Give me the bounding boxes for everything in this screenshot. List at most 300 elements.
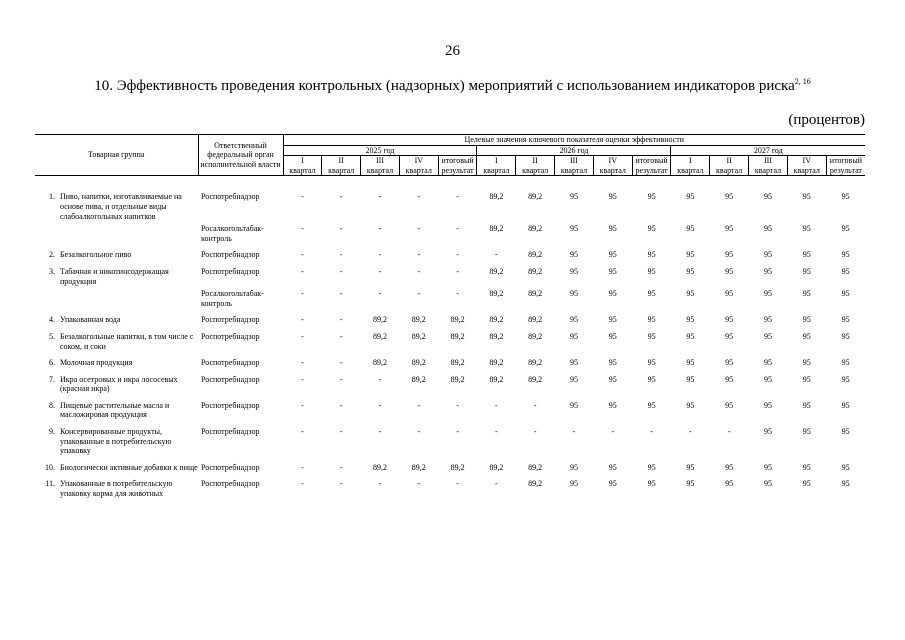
value-cell: 95 bbox=[608, 224, 617, 234]
product-name: Консервированные продукты, упакованные в потребительскую упаковку bbox=[60, 427, 172, 456]
value-cell: 89,2 bbox=[411, 358, 426, 368]
value-cell: 89,2 bbox=[411, 315, 426, 325]
table-title bbox=[0, 77, 905, 95]
header-year-2025: 2025 год bbox=[283, 145, 477, 156]
quarter-numeral: итоговый bbox=[635, 156, 668, 166]
product-name: Молочная продукция bbox=[60, 358, 133, 368]
quarter-header bbox=[555, 156, 594, 176]
value-cell: 95 bbox=[686, 479, 695, 489]
quarter-word: результат bbox=[829, 165, 862, 175]
value-cell: - bbox=[339, 462, 343, 472]
value-cell: 95 bbox=[763, 250, 772, 260]
row-number: 3. bbox=[49, 266, 55, 276]
value-cell: 95 bbox=[725, 374, 734, 384]
quarter-header bbox=[632, 156, 671, 176]
value-cell: 95 bbox=[841, 315, 850, 325]
header-product-group: Товарная группа bbox=[35, 135, 198, 176]
value-cell: 95 bbox=[763, 427, 772, 437]
product-cell bbox=[35, 351, 198, 368]
value-cell: 89,2 bbox=[528, 374, 543, 384]
header-agency: Ответственный федеральный орган исполнительной власти bbox=[198, 135, 283, 176]
value-cell: 89,2 bbox=[489, 224, 504, 234]
value-cell: 95 bbox=[725, 315, 734, 325]
table-row bbox=[35, 243, 865, 260]
value-cell: 95 bbox=[569, 400, 578, 410]
value-cell: 95 bbox=[841, 374, 850, 384]
table-row bbox=[35, 286, 865, 308]
quarter-header bbox=[749, 156, 788, 176]
value-cell: 95 bbox=[608, 400, 617, 410]
value-cell: 95 bbox=[841, 427, 850, 437]
value-cell: 89,2 bbox=[528, 331, 543, 341]
value-cell: 95 bbox=[608, 358, 617, 368]
quarter-word: квартал bbox=[328, 165, 355, 175]
row-number: 9. bbox=[49, 427, 55, 437]
value-cell: 95 bbox=[608, 479, 617, 489]
product-cell bbox=[35, 456, 198, 473]
agency-cell: Роспотребнадзор bbox=[201, 192, 260, 202]
quarter-numeral: II bbox=[338, 156, 344, 166]
value-cell: 89,2 bbox=[411, 331, 426, 341]
value-cell: 95 bbox=[608, 192, 617, 202]
value-cell: 95 bbox=[647, 250, 656, 260]
value-cell: - bbox=[339, 192, 343, 202]
value-cell: - bbox=[689, 427, 692, 437]
table-row bbox=[35, 308, 865, 325]
quarter-word: результат bbox=[635, 165, 668, 175]
quarter-word: квартал bbox=[560, 165, 588, 175]
value-cell: 95 bbox=[686, 331, 695, 341]
value-cell: 95 bbox=[802, 462, 811, 472]
table-row bbox=[35, 456, 865, 473]
value-cell: - bbox=[301, 192, 304, 202]
quarter-word: квартал bbox=[483, 165, 510, 175]
value-cell: 89,2 bbox=[528, 289, 543, 299]
value-cell: 89,2 bbox=[372, 331, 387, 341]
value-cell: 95 bbox=[763, 374, 772, 384]
product-cell bbox=[35, 260, 198, 286]
indicator-table bbox=[35, 134, 865, 499]
product-name: Упакованная вода bbox=[60, 315, 121, 325]
value-cell: 95 bbox=[647, 192, 656, 202]
value-cell: - bbox=[339, 250, 343, 260]
quarter-word: квартал bbox=[793, 165, 820, 175]
row-number: 6. bbox=[49, 358, 55, 368]
product-cell bbox=[35, 368, 198, 394]
value-cell: 95 bbox=[802, 331, 811, 341]
value-cell: 95 bbox=[608, 315, 617, 325]
value-cell: - bbox=[301, 289, 304, 299]
value-cell: - bbox=[533, 427, 537, 437]
product-cell bbox=[35, 308, 198, 325]
agency-cell: Росалкогольтабак-контроль bbox=[201, 289, 264, 308]
value-cell: 95 bbox=[569, 331, 578, 341]
value-cell: - bbox=[339, 374, 343, 384]
value-cell: 95 bbox=[647, 315, 656, 325]
value-cell: - bbox=[495, 427, 498, 437]
value-cell: 95 bbox=[686, 192, 695, 202]
product-cell bbox=[35, 243, 198, 260]
value-cell: - bbox=[301, 331, 304, 341]
value-cell: - bbox=[456, 427, 459, 437]
agency-cell: Роспотребнадзор bbox=[201, 331, 260, 341]
value-cell: 95 bbox=[686, 224, 695, 234]
value-cell: 95 bbox=[569, 358, 578, 368]
value-cell: - bbox=[378, 266, 382, 276]
value-cell: 95 bbox=[725, 331, 734, 341]
value-cell: 95 bbox=[686, 266, 695, 276]
unit-label: (процентов) bbox=[788, 112, 865, 128]
quarter-word: квартал bbox=[754, 165, 782, 175]
value-cell: - bbox=[301, 266, 304, 276]
value-cell: 95 bbox=[841, 331, 850, 341]
product-name: Упакованные в потребительскую упаковку корма для животных bbox=[60, 479, 173, 499]
row-number: 11. bbox=[45, 479, 55, 489]
value-cell: 95 bbox=[569, 250, 578, 260]
agency-cell: Роспотребнадзор bbox=[201, 479, 260, 489]
product-name: Пиво, напитки, изготавливаемые на основе пива, и отдельные виды слабоалкогольных напитков bbox=[60, 192, 182, 221]
value-cell: 95 bbox=[841, 224, 850, 234]
product-name: Пищевые растительные масла и масложировая продукция bbox=[60, 400, 170, 420]
value-cell: 95 bbox=[569, 462, 578, 472]
value-cell: - bbox=[378, 289, 382, 299]
value-cell: - bbox=[495, 479, 498, 489]
value-cell: 89,2 bbox=[528, 224, 543, 234]
value-cell: 95 bbox=[841, 358, 850, 368]
table-row bbox=[35, 368, 865, 394]
agency-cell: Роспотребнадзор bbox=[201, 358, 260, 368]
value-cell: 95 bbox=[725, 358, 734, 368]
value-cell: 89,2 bbox=[489, 374, 504, 384]
value-cell: 95 bbox=[763, 462, 772, 472]
value-cell: 95 bbox=[802, 250, 811, 260]
value-cell: - bbox=[301, 250, 304, 260]
value-cell: 95 bbox=[841, 479, 850, 489]
value-cell: 89,2 bbox=[450, 462, 465, 472]
table-body bbox=[35, 176, 865, 499]
product-name: Табачная и никотинсодержащая продукция bbox=[60, 266, 169, 286]
value-cell: 95 bbox=[802, 400, 811, 410]
product-name: Безалкогольное пиво bbox=[60, 250, 132, 260]
quarter-word: квартал bbox=[289, 165, 316, 175]
value-cell: - bbox=[456, 266, 459, 276]
value-cell: 89,2 bbox=[489, 462, 504, 472]
quarter-word: квартал bbox=[405, 165, 432, 175]
title-footnotes: 2, 16 bbox=[794, 77, 811, 86]
product-cell bbox=[35, 394, 198, 420]
value-cell: 95 bbox=[647, 289, 656, 299]
quarter-numeral: II bbox=[532, 156, 538, 166]
quarter-header bbox=[787, 156, 826, 176]
row-number: 8. bbox=[49, 400, 55, 410]
table-row bbox=[35, 394, 865, 420]
table-row bbox=[35, 351, 865, 368]
value-cell: 95 bbox=[647, 374, 656, 384]
value-cell: 95 bbox=[725, 250, 734, 260]
value-cell: 95 bbox=[763, 331, 772, 341]
value-cell: - bbox=[456, 192, 459, 202]
quarter-numeral: итоговый bbox=[441, 156, 474, 166]
value-cell: 95 bbox=[686, 250, 695, 260]
value-cell: 95 bbox=[686, 462, 695, 472]
table-row bbox=[35, 185, 865, 221]
row-number: 5. bbox=[49, 331, 55, 341]
quarter-word: квартал bbox=[716, 165, 743, 175]
value-cell: 95 bbox=[647, 266, 656, 276]
value-cell: - bbox=[339, 331, 343, 341]
agency-cell: Роспотребнадзор bbox=[201, 315, 260, 325]
value-cell: 89,2 bbox=[528, 315, 543, 325]
value-cell: - bbox=[417, 479, 421, 489]
value-cell: 95 bbox=[686, 315, 695, 325]
value-cell: - bbox=[378, 427, 382, 437]
value-cell: - bbox=[378, 400, 382, 410]
value-cell: 95 bbox=[569, 192, 578, 202]
value-cell: 95 bbox=[763, 400, 772, 410]
value-cell: 95 bbox=[725, 400, 734, 410]
value-cell: 95 bbox=[763, 266, 772, 276]
title-text: 10. Эффективность проведения контрольных (надзорных) мероприятий с использованием индикаторов риска bbox=[94, 78, 795, 94]
value-cell: 95 bbox=[608, 462, 617, 472]
value-cell: 89,2 bbox=[489, 331, 504, 341]
value-cell: 95 bbox=[647, 224, 656, 234]
quarter-numeral: IV bbox=[608, 156, 617, 166]
value-cell: - bbox=[650, 427, 653, 437]
value-cell: - bbox=[339, 224, 343, 234]
value-cell: - bbox=[727, 427, 731, 437]
value-cell: - bbox=[339, 289, 343, 299]
value-cell: - bbox=[301, 479, 304, 489]
value-cell: 95 bbox=[569, 374, 578, 384]
agency-cell: Росалкогольтабак-контроль bbox=[201, 224, 264, 243]
value-cell: - bbox=[417, 266, 421, 276]
quarter-header bbox=[477, 156, 516, 176]
value-cell: - bbox=[378, 250, 382, 260]
value-cell: 95 bbox=[841, 462, 850, 472]
value-cell: 95 bbox=[686, 358, 695, 368]
table-row bbox=[35, 472, 865, 498]
table-row bbox=[35, 420, 865, 456]
value-cell: 89,2 bbox=[450, 358, 465, 368]
value-cell: 95 bbox=[802, 358, 811, 368]
value-cell: - bbox=[572, 427, 576, 437]
value-cell: - bbox=[417, 224, 421, 234]
value-cell: 95 bbox=[647, 358, 656, 368]
value-cell: 95 bbox=[802, 479, 811, 489]
value-cell: 89,2 bbox=[489, 266, 504, 276]
value-cell: 95 bbox=[569, 315, 578, 325]
value-cell: 95 bbox=[725, 479, 734, 489]
table-row bbox=[35, 221, 865, 243]
value-cell: 95 bbox=[841, 400, 850, 410]
value-cell: 95 bbox=[802, 192, 811, 202]
quarter-header bbox=[593, 156, 632, 176]
value-cell: 89,2 bbox=[450, 374, 465, 384]
value-cell: - bbox=[301, 358, 304, 368]
product-name: Безалкогольные напитки, в том числе с соком, и соки bbox=[60, 331, 194, 351]
value-cell: 95 bbox=[763, 224, 772, 234]
value-cell: - bbox=[378, 192, 382, 202]
value-cell: 89,2 bbox=[528, 266, 543, 276]
page-number: 26 bbox=[445, 43, 460, 59]
value-cell: 95 bbox=[725, 266, 734, 276]
quarter-header bbox=[826, 156, 865, 176]
value-cell: - bbox=[378, 479, 382, 489]
quarter-numeral: I bbox=[301, 156, 304, 166]
quarter-header bbox=[671, 156, 710, 176]
value-cell: 89,2 bbox=[528, 250, 543, 260]
quarter-numeral: итоговый bbox=[829, 156, 862, 166]
value-cell: 95 bbox=[608, 266, 617, 276]
value-cell: 95 bbox=[802, 315, 811, 325]
quarter-header bbox=[399, 156, 438, 176]
value-cell: - bbox=[456, 479, 459, 489]
quarter-numeral: III bbox=[763, 156, 772, 166]
value-cell: - bbox=[378, 224, 382, 234]
value-cell: - bbox=[417, 192, 421, 202]
value-cell: 95 bbox=[725, 462, 734, 472]
header-year-2027: 2027 год bbox=[671, 145, 865, 156]
quarter-header bbox=[438, 156, 477, 176]
value-cell: - bbox=[417, 289, 421, 299]
value-cell: - bbox=[495, 400, 498, 410]
value-cell: 89,2 bbox=[372, 462, 387, 472]
value-cell: 95 bbox=[647, 400, 656, 410]
value-cell: - bbox=[339, 315, 343, 325]
value-cell: - bbox=[301, 224, 304, 234]
value-cell: 95 bbox=[569, 224, 578, 234]
value-cell: 89,2 bbox=[489, 289, 504, 299]
agency-cell: Роспотребнадзор bbox=[201, 462, 260, 472]
value-cell: - bbox=[417, 427, 421, 437]
value-cell: 89,2 bbox=[372, 358, 387, 368]
value-cell: 95 bbox=[802, 427, 811, 437]
quarter-word: квартал bbox=[366, 165, 394, 175]
quarter-header bbox=[361, 156, 400, 176]
value-cell: - bbox=[301, 315, 304, 325]
value-cell: 95 bbox=[608, 289, 617, 299]
value-cell: - bbox=[301, 462, 304, 472]
row-number: 4. bbox=[49, 315, 55, 325]
value-cell: 95 bbox=[802, 224, 811, 234]
agency-cell: Роспотребнадзор bbox=[201, 400, 260, 410]
quarter-header bbox=[516, 156, 555, 176]
value-cell: - bbox=[456, 400, 459, 410]
quarter-numeral: I bbox=[689, 156, 692, 166]
value-cell: 95 bbox=[608, 250, 617, 260]
value-cell: 95 bbox=[608, 374, 617, 384]
product-name: Икра осетровых и икра лососевых (красная икра) bbox=[60, 374, 178, 394]
value-cell: 95 bbox=[763, 192, 772, 202]
value-cell: 89,2 bbox=[450, 331, 465, 341]
value-cell: 95 bbox=[841, 192, 850, 202]
value-cell: 89,2 bbox=[489, 315, 504, 325]
agency-cell: Роспотребнадзор bbox=[201, 374, 260, 384]
quarter-word: квартал bbox=[522, 165, 549, 175]
value-cell: - bbox=[456, 289, 459, 299]
value-cell: 95 bbox=[763, 315, 772, 325]
value-cell: 89,2 bbox=[450, 315, 465, 325]
value-cell: 95 bbox=[569, 266, 578, 276]
quarter-numeral: IV bbox=[802, 156, 811, 166]
value-cell: 95 bbox=[841, 266, 850, 276]
value-cell: 95 bbox=[763, 358, 772, 368]
product-cell bbox=[35, 472, 198, 498]
agency-cell: Роспотребнадзор bbox=[201, 266, 260, 276]
value-cell: 95 bbox=[802, 266, 811, 276]
header-year-2026: 2026 год bbox=[477, 145, 671, 156]
value-cell: 95 bbox=[686, 289, 695, 299]
value-cell: - bbox=[417, 400, 421, 410]
row-number: 1. bbox=[49, 192, 55, 202]
quarter-header bbox=[710, 156, 749, 176]
value-cell: - bbox=[301, 374, 304, 384]
header-target-values: Целевые значения ключевого показателя оценки эффективности bbox=[283, 135, 865, 146]
value-cell: 89,2 bbox=[528, 462, 543, 472]
value-cell: 89,2 bbox=[372, 315, 387, 325]
row-number: 2. bbox=[49, 250, 55, 260]
value-cell: 95 bbox=[686, 374, 695, 384]
row-number: 7. bbox=[49, 374, 55, 384]
agency-cell: Роспотребнадзор bbox=[201, 427, 260, 437]
agency-cell: Роспотребнадзор bbox=[201, 250, 260, 260]
quarter-word: результат bbox=[441, 165, 474, 175]
value-cell: 95 bbox=[647, 462, 656, 472]
value-cell: - bbox=[339, 479, 343, 489]
value-cell: 89,2 bbox=[528, 479, 543, 489]
value-cell: - bbox=[339, 266, 343, 276]
table-row bbox=[35, 260, 865, 286]
quarter-numeral: II bbox=[726, 156, 732, 166]
value-cell: - bbox=[456, 224, 459, 234]
value-cell: 95 bbox=[763, 289, 772, 299]
value-cell: 89,2 bbox=[528, 358, 543, 368]
value-cell: - bbox=[301, 427, 304, 437]
value-cell: 95 bbox=[569, 479, 578, 489]
quarter-word: квартал bbox=[599, 165, 626, 175]
value-cell: 95 bbox=[647, 331, 656, 341]
value-cell: 95 bbox=[725, 289, 734, 299]
value-cell: - bbox=[339, 427, 343, 437]
value-cell: - bbox=[378, 374, 382, 384]
product-cell bbox=[35, 325, 198, 351]
quarter-numeral: III bbox=[375, 156, 384, 166]
value-cell: - bbox=[417, 250, 421, 260]
quarter-numeral: III bbox=[569, 156, 578, 166]
product-name: Биологически активные добавки к пище bbox=[60, 462, 198, 472]
value-cell: - bbox=[339, 400, 343, 410]
quarter-header bbox=[322, 156, 361, 176]
value-cell: - bbox=[611, 427, 615, 437]
value-cell: 95 bbox=[763, 479, 772, 489]
value-cell: 95 bbox=[802, 374, 811, 384]
product-cell bbox=[35, 185, 198, 221]
value-cell: 89,2 bbox=[489, 358, 504, 368]
value-cell: - bbox=[339, 358, 343, 368]
value-cell: - bbox=[301, 400, 304, 410]
product-cell bbox=[35, 286, 198, 308]
quarter-header bbox=[283, 156, 322, 176]
value-cell: 89,2 bbox=[528, 192, 543, 202]
quarter-numeral: I bbox=[495, 156, 498, 166]
value-cell: 95 bbox=[841, 289, 850, 299]
product-cell bbox=[35, 221, 198, 243]
value-cell: 89,2 bbox=[411, 462, 426, 472]
value-cell: 95 bbox=[725, 192, 734, 202]
value-cell: 95 bbox=[569, 289, 578, 299]
value-cell: - bbox=[456, 250, 459, 260]
value-cell: 95 bbox=[841, 250, 850, 260]
